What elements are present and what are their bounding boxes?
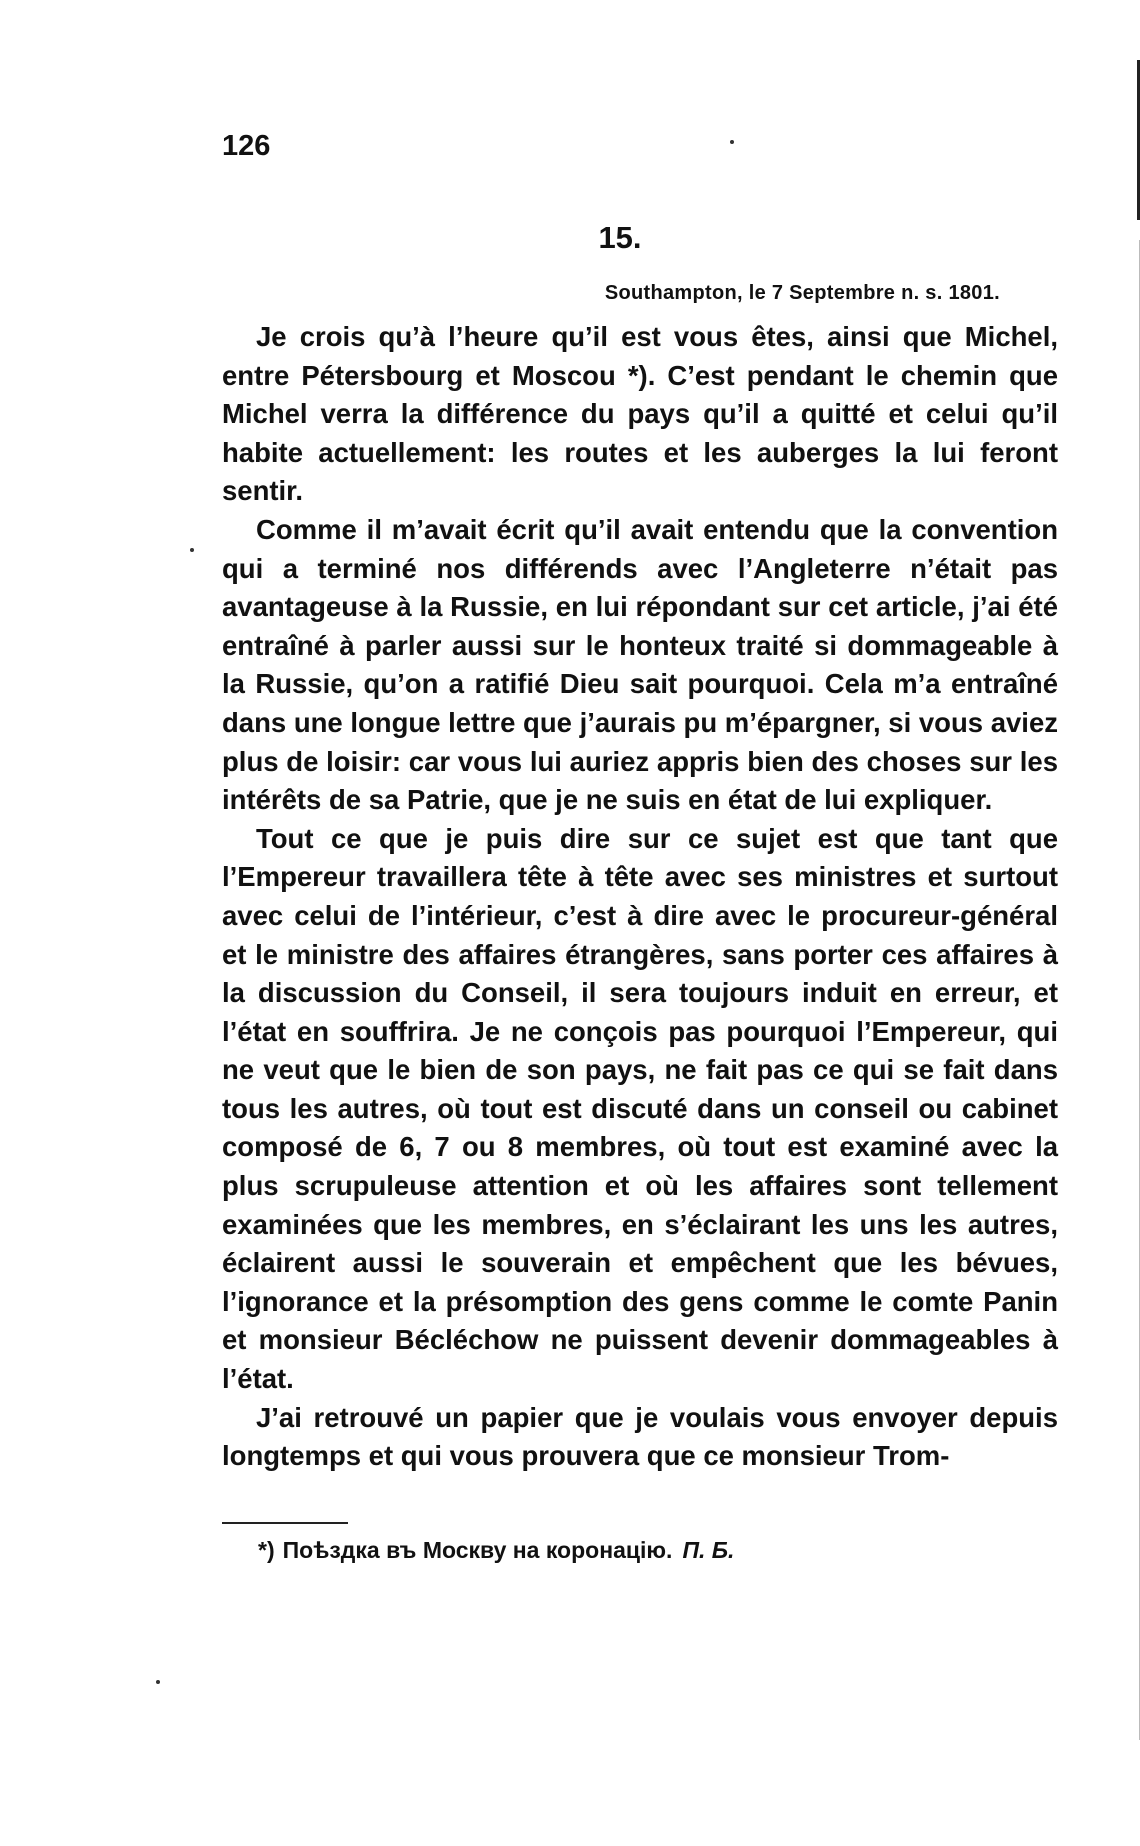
- footnote-initials: П. Б.: [682, 1537, 735, 1563]
- footnote-rule: [222, 1522, 348, 1524]
- paragraph: J’ai retrouvé un papier que je voulais vous envoyer depuis longtemps et qui vous prouvera que ce monsieur Trom-: [222, 1401, 1058, 1472]
- paragraph: Tout ce que je puis dire sur ce sujet est que tant que l’Empereur travaillera tête à tête avec ses ministres et surtout avec celui de l’intérieur, c’est à dire avec le procureur-général et le ministre des affaires étrangères, sans porter ces affaires à la discussion du Conseil, il sera toujours induit en erreur, et l’état en souffrira. Je ne conçois pas pourquoi l’Empereur, qui ne veut que le bien de son pays, ne fait pas ce qui se fait dans tous les autres, où tout est discuté dans un conseil ou cabinet composé de 6, 7 ou 8 membres, où tout est examiné avec la plus scrupuleuse attention et où les affaires sont tellement examinées que les membres, en s’éclairant les uns les autres, éclairent aussi le souverain et empêchent que les bévues, l’ignorance et la présomption des gens comme le comte Panin et monsieur Bécléchow ne puissent devenir dommageables à l’état.: [222, 822, 1058, 1395]
- footnote: [258, 1537, 734, 1564]
- dateline: Southampton, le 7 Septembre n. s. 1801.: [604, 282, 1000, 304]
- letter-number: 15.: [598, 220, 642, 255]
- print-speck: [190, 548, 194, 552]
- paragraph: Je crois qu’à l’heure qu’il est vous êtes, ainsi que Michel, entre Pétersbourg et Moscou *). C’est pendant le chemin que Michel verra la différence du pays qu’il a quitté et celui qu’il habite actuellement: les routes et les auberges la lui feront sentir.: [222, 321, 1058, 507]
- paragraph: Comme il m’avait écrit qu’il avait entendu que la convention qui a terminé nos différends avec l’Angleterre n’était pas avantageuse à la Russie, en lui répondant sur cet article, j’ai été entraîné à parler aussi sur le honteux traité si dommageable à la Russie, qu’on a ratifié Dieu sait pourquoi. Cela m’a entraîné dans une longue lettre que j’aurais pu m’épargner, si vous aviez plus de loisir: car vous lui auriez appris bien des choses sur les intérêts de sa Patrie, que je ne suis en état de lui expliquer.: [222, 513, 1058, 816]
- footnote-marker: *): [258, 1537, 275, 1563]
- footnote-text: Поѣздка въ Москву на коронацію.: [282, 1537, 673, 1563]
- letter-body: [222, 318, 1058, 1476]
- page-number: 126: [222, 130, 271, 162]
- print-speck: [730, 140, 734, 144]
- print-speck: [156, 1680, 160, 1684]
